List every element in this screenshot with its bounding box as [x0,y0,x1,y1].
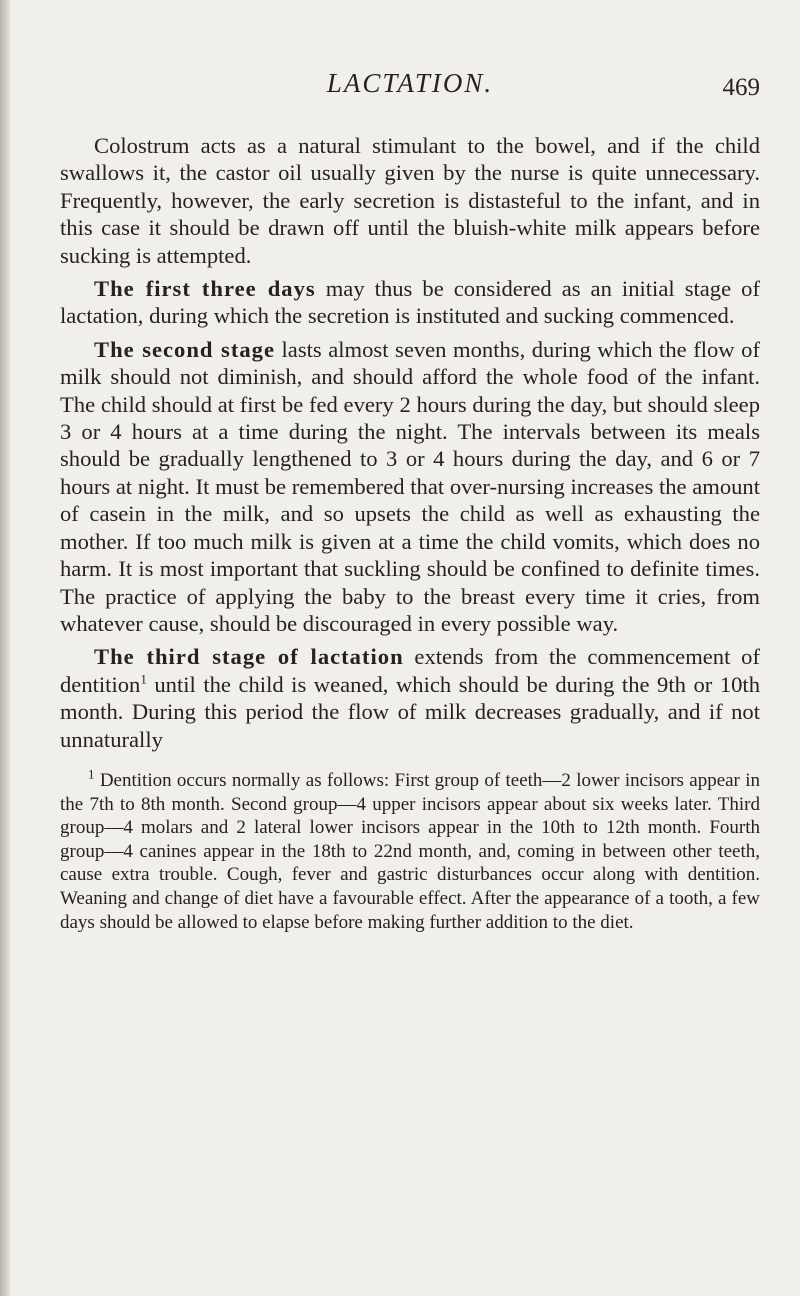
paragraph-first-stage [60,275,760,330]
footnote-marker: 1 [88,766,95,782]
paragraph-text: extends from the commencement of dentition [60,644,760,697]
page-binding-shadow [0,0,10,1296]
paragraph-text: may thus be considered as an initial stage of lactation, during which the secretion is instituted and sucking commenced. [60,276,760,329]
body-text [60,132,760,753]
paragraph-lead: The second stage [94,336,275,362]
running-head [60,68,760,108]
page-body [60,132,760,934]
footnote-text: Dentition occurs normally as follows: First group of teeth—2 lower incisors appear in the 7th to 8th month. Second group—4 upper incisors appear about six weeks later. Third group—4 molars and 2 lateral lower incisors appear in the 10th to 12th month. Fourth group—4 canines appear in the 18th to 22nd month, and, coming in between other teeth, cause extra trouble. Cough, fever and gastric disturbances occur along with dentition. Weaning and change of diet have a favourable effect. After the appearance of a tooth, a few days should be allowed to elapse before making further addition to the diet. [60,769,760,933]
footnote [60,766,760,934]
running-title: LACTATION. [326,68,494,98]
paragraph-text: lasts almost seven months, during which the flow of milk should not diminish, and should afford the whole food of the infant. The child should at first be fed every 2 hours during the day, but should sleep 3 or 4 hours at a time during the night. The intervals between its meals should be gradually lengthened to 3 or 4 hours during the day, and 6 or 7 hours at night. It must be remembered that over-nursing increases the amount of casein in the milk, and so upsets the child as well as exhausting the mother. If too much milk is given at a time the child vomits, which does no harm. It is most important that suckling should be confined to definite times. The practice of applying the baby to the breast every time it cries, from whatever cause, should be discouraged in every possible way. [60,336,760,636]
paragraph-lead: The first three days [94,276,316,302]
paragraph-text-continued: until the child is weaned, which should be during the 9th or 10th month. During this period the flow of milk decreases gradually, and if not unnaturally [60,671,760,752]
page-number: 469 [722,74,760,101]
paragraph-lead: The third stage of lactation [94,644,404,670]
footnote-reference: 1 [140,671,147,687]
paragraph-text: Colostrum acts as a natural stimulant to the bowel, and if the child swallows it, the castor oil usually given by the nurse is quite unnecessary. Frequently, however, the early secretion is distasteful to the infant, and in this case it should be drawn off until the bluish-white milk appears before sucking is attempted. [60,133,760,268]
paragraph-colostrum [60,132,760,269]
paragraph-third-stage [60,643,760,753]
paragraph-second-stage [60,336,760,637]
